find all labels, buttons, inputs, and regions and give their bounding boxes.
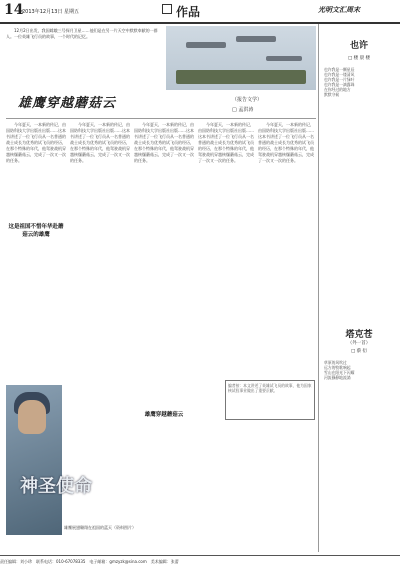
article-subhead: 雄鹰穿越蘑菇云 [144,412,184,418]
book-icon [162,4,172,14]
poem-line: 也许我是一滴露珠 [324,82,355,87]
article-column: 今年夏天，一本新的传记，由国防科技大学出版社出版……这本书讲述了一位飞行员从一名普通的战士成长为优秀的试飞员的经历，在那个特殊的年代，他驾驶战机穿越核爆蘑菇云，完成了一次又一次的任务。 [134,122,194,163]
poem-line: 也许我是一颗星辰 [324,67,355,72]
article-column: 今年夏天，一本新的传记，由国防科技大学出版社出版……这本书讲述了一位飞行员从一名普通的战士成长为优秀的试飞员的经历，在那个特殊的年代，他驾驶战机穿越核爆蘑菇云，完成了一次又一次的任务。 [6,122,66,163]
article-genre: （报告文学） [232,97,263,103]
editor-note-box: 编者按：本文讲述了英雄试飞员的故事，他为国家核试验事业做出了重要贡献。 [225,380,315,420]
publication-date: 2013年12月13日 星期五 [22,9,80,15]
poem-line: 远方的牧歌响起 [324,365,351,370]
poem-line: 雪山在阳光下闪耀 [324,370,355,375]
face-shape [18,400,46,434]
divider [6,118,316,119]
article-author: □ 孟洪涛 [232,107,254,113]
poem-line: 河流静静地流淌 [324,375,351,380]
article-column: 今年夏天，一本新的传记，由国防科技大学出版社出版……这本书讲述了一位飞行员从一名普通的战士成长为优秀的试飞员的经历，在那个特殊的年代，他驾驶战机穿越核爆蘑菇云，完成了一次又一次的任务。 [258,122,314,163]
hero-overlay-text: 神圣使命 [20,476,92,497]
poetry-sidebar [320,26,398,546]
poem-author: □ 蔡 衍 [350,349,368,354]
page-footer: 责任编辑：刘小珍 联系电话：010-67078335 电子邮箱：gmzyzk@sina.com 美术编辑：张蕾 [0,555,400,568]
section-title: 作品 [176,5,201,19]
poem-title: 也许 [349,41,368,51]
article-subhead: 这是祖国不惜年华赴蘑菇云的雄鹰 [8,224,64,238]
jets-photo [166,26,316,90]
poem-line: 草原的风吹过 [324,360,347,365]
article-intro: 12月2日出发，我国嫦娥三号探月卫星……他们是在另一片天空中默默奉献的一群人。一位英雄飞行员的故事，一个时代的记忆。 [6,28,158,39]
hero-caption: 雄鹰展翅翱翔在祖国的蓝天（资料图片） [64,525,136,530]
page-number: 14 [4,2,24,18]
sidebar-divider [318,24,319,552]
article-column: 今年夏天，一本新的传记，由国防科技大学出版社出版……这本书讲述了一位飞行员从一名普通的战士成长为优秀的试飞员的经历，在那个特殊的年代，他驾驶战机穿越核爆蘑菇云，完成了一次又一次的任务。 [198,122,254,163]
poem-author: □ 楼 晨 楼 [347,56,371,61]
poem-line: 也许我是一片绿叶 [324,77,355,82]
poem-line: 在你经过的地方 [324,87,351,92]
poem-subtitle: （外一首） [347,341,371,346]
poem-line: 默默守候 [324,92,340,97]
newspaper-name: 光明文汇周末 [318,5,360,14]
poem-line: 也许我是一缕清风 [324,72,355,77]
poem-title: 塔克苍 [345,330,373,340]
article-title: 雄鹰穿越蘑菇云 [18,96,117,111]
article-column: 今年夏天，一本新的传记，由国防科技大学出版社出版……这本书讲述了一位飞行员从一名普通的战士成长为优秀的试飞员的经历，在那个特殊的年代，他驾驶战机穿越核爆蘑菇云，完成了一次又一次的任务。 [70,122,130,163]
